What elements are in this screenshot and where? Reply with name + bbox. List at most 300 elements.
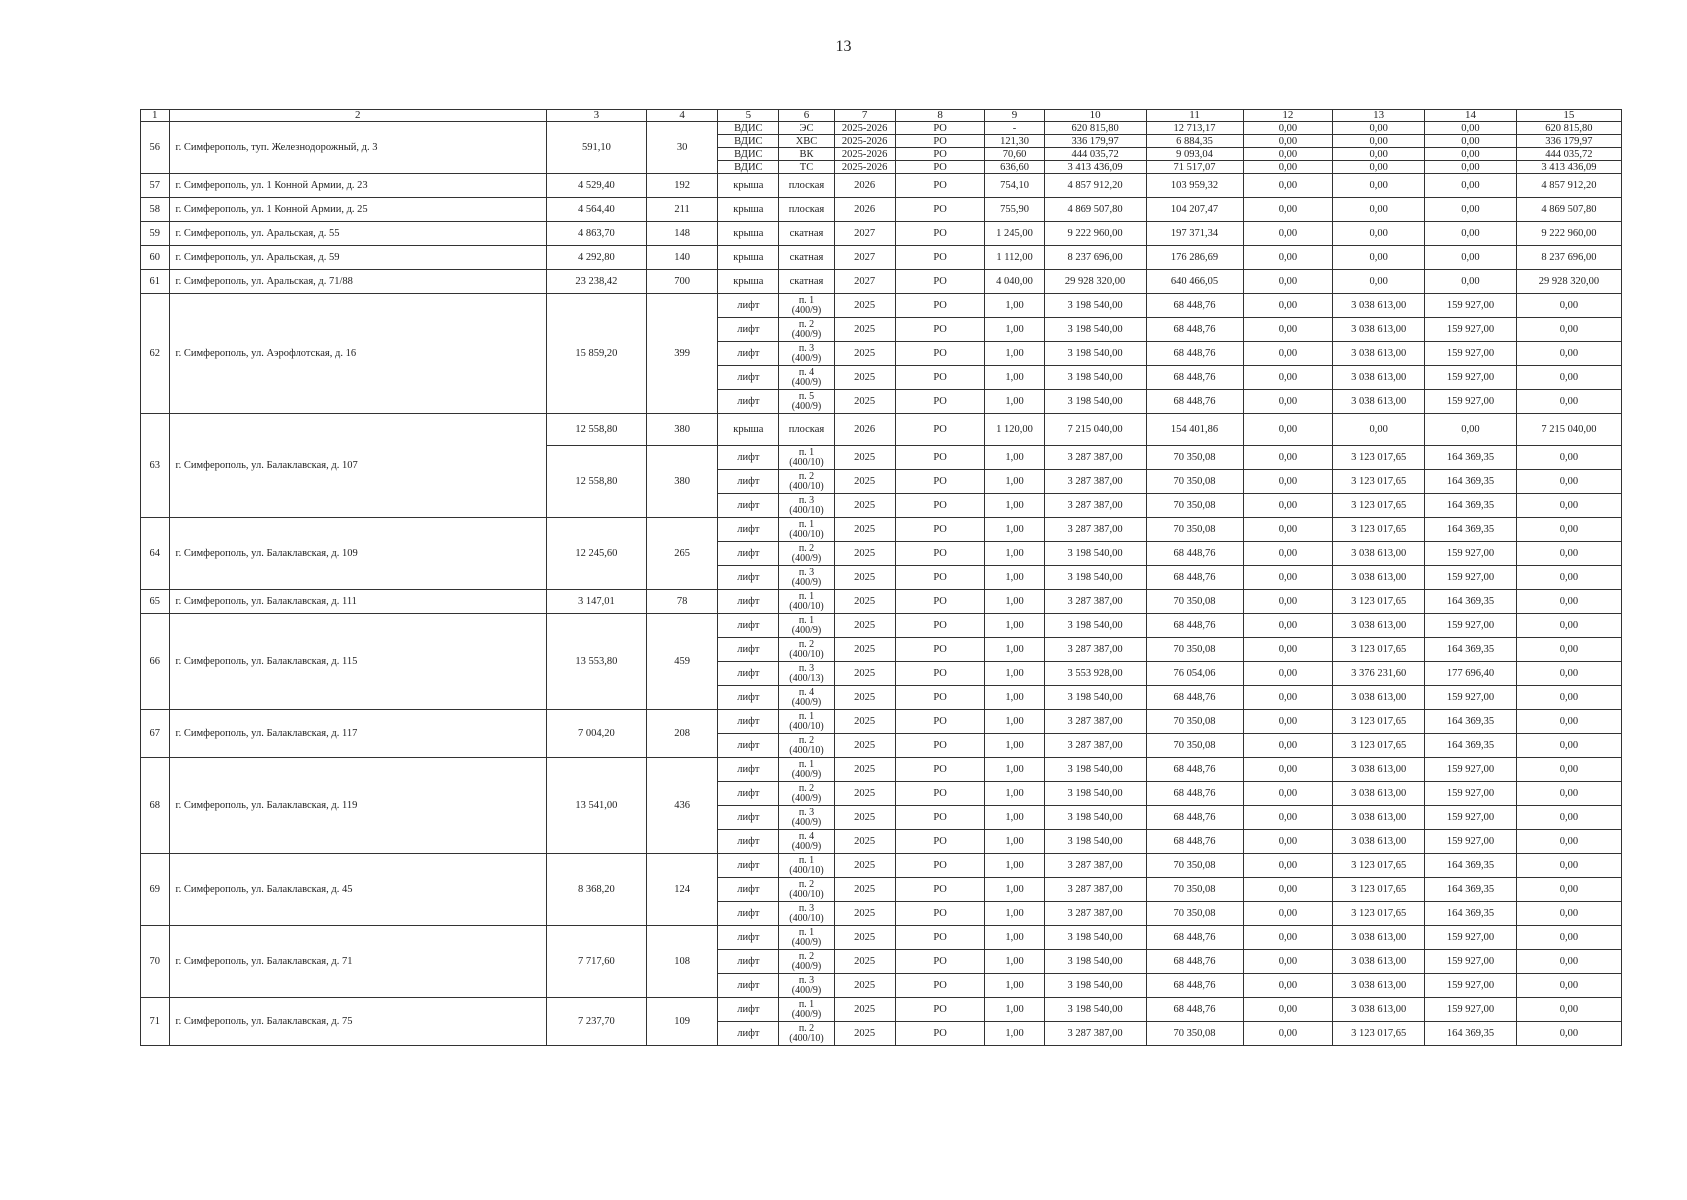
specific-cost-cell: 70 350,08: [1146, 470, 1243, 494]
fund-a-cell: 0,00: [1243, 878, 1333, 902]
fund-d-cell: 0,00: [1516, 1022, 1621, 1046]
element-cell: [779, 926, 834, 950]
residents-cell: 700: [646, 270, 717, 294]
work-type-cell: лифт: [718, 878, 779, 902]
entrance-label: п. 1: [798, 926, 815, 938]
residents-cell: 192: [646, 174, 717, 198]
fund-d-cell: 620 815,80: [1516, 122, 1621, 135]
fund-c-cell: 164 369,35: [1425, 494, 1517, 518]
lift-spec-label: (400/9): [791, 376, 822, 388]
address-cell: г. Симферополь, ул. Балаклавская, д. 107: [169, 414, 546, 518]
work-type-cell: лифт: [718, 1022, 779, 1046]
period-cell: 2025: [834, 854, 895, 878]
lift-spec-label: (400/13): [789, 672, 824, 684]
entrance-label: п. 1: [798, 614, 815, 626]
element-cell: ТС: [779, 161, 834, 174]
period-cell: 2025: [834, 830, 895, 854]
element-cell: [779, 686, 834, 710]
fund-c-cell: 159 927,00: [1425, 686, 1517, 710]
element-cell: [779, 806, 834, 830]
fund-d-cell: 0,00: [1516, 926, 1621, 950]
table-row: [141, 414, 1622, 446]
table-row: [141, 518, 1622, 542]
element-cell: [779, 734, 834, 758]
period-cell: 2025: [834, 318, 895, 342]
work-type-cell: лифт: [718, 518, 779, 542]
period-cell: 2025: [834, 566, 895, 590]
element-cell: [779, 566, 834, 590]
element-cell: [779, 782, 834, 806]
lift-spec-label: (400/10): [789, 504, 824, 516]
period-cell: 2025-2026: [834, 135, 895, 148]
element-cell: [779, 518, 834, 542]
col-header-10: 10: [1044, 110, 1146, 122]
work-type-cell: лифт: [718, 494, 779, 518]
table-row: [141, 174, 1622, 198]
fund-c-cell: 159 927,00: [1425, 950, 1517, 974]
fund-d-cell: 29 928 320,00: [1516, 270, 1621, 294]
record-number: 70: [141, 926, 170, 998]
residents-cell: 108: [646, 926, 717, 998]
cost-cell: 8 237 696,00: [1044, 246, 1146, 270]
fund-d-cell: 0,00: [1516, 638, 1621, 662]
work-type-cell: лифт: [718, 734, 779, 758]
fund-b-cell: 3 123 017,65: [1333, 638, 1425, 662]
fund-d-cell: 4 869 507,80: [1516, 198, 1621, 222]
volume-cell: 1,00: [985, 566, 1044, 590]
element-cell: [779, 854, 834, 878]
element-cell: скатная: [779, 222, 834, 246]
fund-a-cell: 0,00: [1243, 590, 1333, 614]
work-type-cell: крыша: [718, 246, 779, 270]
fund-d-cell: 0,00: [1516, 294, 1621, 318]
fund-b-cell: 3 376 231,60: [1333, 662, 1425, 686]
fund-d-cell: 0,00: [1516, 710, 1621, 734]
period-cell: 2026: [834, 414, 895, 446]
address-cell: г. Симферополь, ул. Балаклавская, д. 119: [169, 758, 546, 854]
residents-cell: 78: [646, 590, 717, 614]
entrance-label: п. 3: [798, 662, 815, 674]
volume-cell: 1,00: [985, 614, 1044, 638]
specific-cost-cell: 103 959,32: [1146, 174, 1243, 198]
fund-a-cell: 0,00: [1243, 686, 1333, 710]
fund-b-cell: 0,00: [1333, 148, 1425, 161]
fund-c-cell: 164 369,35: [1425, 590, 1517, 614]
period-cell: 2025: [834, 614, 895, 638]
lift-spec-label: (400/9): [791, 792, 822, 804]
fund-a-cell: 0,00: [1243, 494, 1333, 518]
cost-cell: 3 198 540,00: [1044, 342, 1146, 366]
customer-cell: РО: [895, 342, 985, 366]
period-cell: 2025: [834, 542, 895, 566]
lift-spec-label: (400/9): [791, 352, 822, 364]
customer-cell: РО: [895, 414, 985, 446]
record-number: 63: [141, 414, 170, 518]
customer-cell: РО: [895, 566, 985, 590]
fund-a-cell: 0,00: [1243, 366, 1333, 390]
entrance-label: п. 2: [798, 318, 815, 330]
fund-b-cell: 3 038 613,00: [1333, 758, 1425, 782]
cost-cell: 3 287 387,00: [1044, 710, 1146, 734]
customer-cell: РО: [895, 270, 985, 294]
address-cell: г. Симферополь, ул. Балаклавская, д. 109: [169, 518, 546, 590]
specific-cost-cell: 70 350,08: [1146, 590, 1243, 614]
fund-a-cell: 0,00: [1243, 294, 1333, 318]
fund-a-cell: 0,00: [1243, 518, 1333, 542]
fund-a-cell: 0,00: [1243, 342, 1333, 366]
specific-cost-cell: 70 350,08: [1146, 878, 1243, 902]
fund-c-cell: 159 927,00: [1425, 318, 1517, 342]
table-row: [141, 198, 1622, 222]
entrance-label: п. 1: [798, 518, 815, 530]
total-area-cell: 7 237,70: [546, 998, 646, 1046]
column-number-header-row: [141, 110, 1622, 122]
customer-cell: РО: [895, 758, 985, 782]
fund-c-cell: 164 369,35: [1425, 734, 1517, 758]
page-number: 13: [835, 38, 852, 55]
record-number: 64: [141, 518, 170, 590]
cost-cell: 3 287 387,00: [1044, 902, 1146, 926]
fund-a-cell: 0,00: [1243, 161, 1333, 174]
total-area-cell: 8 368,20: [546, 854, 646, 926]
volume-cell: 1,00: [985, 806, 1044, 830]
customer-cell: РО: [895, 974, 985, 998]
fund-d-cell: 444 035,72: [1516, 148, 1621, 161]
cost-cell: 4 857 912,20: [1044, 174, 1146, 198]
total-area-cell: 23 238,42: [546, 270, 646, 294]
specific-cost-cell: 154 401,86: [1146, 414, 1243, 446]
record-number: 67: [141, 710, 170, 758]
fund-a-cell: 0,00: [1243, 638, 1333, 662]
cost-cell: 3 198 540,00: [1044, 950, 1146, 974]
customer-cell: РО: [895, 926, 985, 950]
fund-a-cell: 0,00: [1243, 246, 1333, 270]
specific-cost-cell: 9 093,04: [1146, 148, 1243, 161]
fund-d-cell: 4 857 912,20: [1516, 174, 1621, 198]
element-cell: [779, 342, 834, 366]
fund-c-cell: 164 369,35: [1425, 902, 1517, 926]
fund-b-cell: 3 123 017,65: [1333, 734, 1425, 758]
total-area-cell: 591,10: [546, 122, 646, 174]
entrance-label: п. 2: [798, 470, 815, 482]
cost-cell: 9 222 960,00: [1044, 222, 1146, 246]
record-number: 57: [141, 174, 170, 198]
fund-d-cell: 0,00: [1516, 566, 1621, 590]
entrance-label: п. 1: [798, 446, 815, 458]
entrance-label: п. 1: [798, 710, 815, 722]
customer-cell: РО: [895, 470, 985, 494]
customer-cell: РО: [895, 662, 985, 686]
work-type-cell: лифт: [718, 854, 779, 878]
work-type-cell: лифт: [718, 950, 779, 974]
cost-cell: 3 287 387,00: [1044, 494, 1146, 518]
fund-c-cell: 159 927,00: [1425, 926, 1517, 950]
cost-cell: 3 198 540,00: [1044, 542, 1146, 566]
fund-c-cell: 0,00: [1425, 122, 1517, 135]
entrance-label: п. 3: [798, 566, 815, 578]
cost-cell: 29 928 320,00: [1044, 270, 1146, 294]
volume-cell: 1 120,00: [985, 414, 1044, 446]
specific-cost-cell: 68 448,76: [1146, 830, 1243, 854]
lift-spec-label: (400/9): [791, 816, 822, 828]
element-cell: ЭС: [779, 122, 834, 135]
period-cell: 2026: [834, 198, 895, 222]
customer-cell: РО: [895, 446, 985, 470]
specific-cost-cell: 70 350,08: [1146, 734, 1243, 758]
total-area-cell: 4 863,70: [546, 222, 646, 246]
table-row: [141, 270, 1622, 294]
fund-d-cell: 0,00: [1516, 950, 1621, 974]
fund-d-cell: 8 237 696,00: [1516, 246, 1621, 270]
specific-cost-cell: 70 350,08: [1146, 446, 1243, 470]
work-type-cell: ВДИС: [718, 161, 779, 174]
fund-d-cell: 3 413 436,09: [1516, 161, 1621, 174]
entrance-label: п. 3: [798, 494, 815, 506]
fund-c-cell: 164 369,35: [1425, 518, 1517, 542]
fund-d-cell: 0,00: [1516, 342, 1621, 366]
work-type-cell: лифт: [718, 662, 779, 686]
specific-cost-cell: 68 448,76: [1146, 390, 1243, 414]
customer-cell: РО: [895, 710, 985, 734]
work-type-cell: лифт: [718, 830, 779, 854]
cost-cell: 3 198 540,00: [1044, 830, 1146, 854]
residents-cell: 140: [646, 246, 717, 270]
fund-b-cell: 3 038 613,00: [1333, 806, 1425, 830]
cost-cell: 3 198 540,00: [1044, 686, 1146, 710]
customer-cell: РО: [895, 950, 985, 974]
fund-c-cell: 0,00: [1425, 174, 1517, 198]
volume-cell: 1,00: [985, 878, 1044, 902]
volume-cell: -: [985, 122, 1044, 135]
fund-c-cell: 159 927,00: [1425, 542, 1517, 566]
period-cell: 2025: [834, 878, 895, 902]
entrance-label: п. 1: [798, 854, 815, 866]
record-number: 71: [141, 998, 170, 1046]
lift-spec-label: (400/10): [789, 744, 824, 756]
lift-spec-label: (400/9): [791, 328, 822, 340]
period-cell: 2025: [834, 494, 895, 518]
customer-cell: РО: [895, 518, 985, 542]
work-type-cell: лифт: [718, 470, 779, 494]
work-type-cell: лифт: [718, 974, 779, 998]
lift-spec-label: (400/9): [791, 576, 822, 588]
lift-spec-label: (400/10): [789, 528, 824, 540]
cost-cell: 3 287 387,00: [1044, 734, 1146, 758]
specific-cost-cell: 640 466,05: [1146, 270, 1243, 294]
period-cell: 2025: [834, 926, 895, 950]
specific-cost-cell: 70 350,08: [1146, 518, 1243, 542]
volume-cell: 1,00: [985, 470, 1044, 494]
fund-b-cell: 3 038 613,00: [1333, 566, 1425, 590]
volume-cell: 1,00: [985, 590, 1044, 614]
volume-cell: 1,00: [985, 782, 1044, 806]
fund-b-cell: 3 038 613,00: [1333, 782, 1425, 806]
fund-a-cell: 0,00: [1243, 270, 1333, 294]
address-cell: г. Симферополь, ул. Балаклавская, д. 45: [169, 854, 546, 926]
volume-cell: 1,00: [985, 1022, 1044, 1046]
volume-cell: 1,00: [985, 638, 1044, 662]
fund-b-cell: 0,00: [1333, 122, 1425, 135]
entrance-label: п. 5: [798, 390, 815, 402]
fund-a-cell: 0,00: [1243, 1022, 1333, 1046]
fund-a-cell: 0,00: [1243, 902, 1333, 926]
fund-a-cell: 0,00: [1243, 998, 1333, 1022]
lift-spec-label: (400/10): [789, 864, 824, 876]
fund-d-cell: 0,00: [1516, 366, 1621, 390]
fund-c-cell: 164 369,35: [1425, 446, 1517, 470]
period-cell: 2025-2026: [834, 161, 895, 174]
element-cell: [779, 390, 834, 414]
work-type-cell: лифт: [718, 710, 779, 734]
entrance-label: п. 3: [798, 806, 815, 818]
fund-d-cell: 0,00: [1516, 686, 1621, 710]
record-number: 61: [141, 270, 170, 294]
total-area-cell: 7 004,20: [546, 710, 646, 758]
volume-cell: 1,00: [985, 902, 1044, 926]
fund-a-cell: 0,00: [1243, 122, 1333, 135]
cost-cell: 444 035,72: [1044, 148, 1146, 161]
fund-a-cell: 0,00: [1243, 566, 1333, 590]
work-type-cell: лифт: [718, 446, 779, 470]
volume-cell: 1,00: [985, 518, 1044, 542]
fund-c-cell: 164 369,35: [1425, 638, 1517, 662]
lift-spec-label: (400/9): [791, 624, 822, 636]
fund-b-cell: 3 123 017,65: [1333, 1022, 1425, 1046]
address-cell: г. Симферополь, ул. Аэрофлотская, д. 16: [169, 294, 546, 414]
work-type-cell: крыша: [718, 198, 779, 222]
fund-b-cell: 3 123 017,65: [1333, 446, 1425, 470]
fund-d-cell: 0,00: [1516, 542, 1621, 566]
fund-d-cell: 0,00: [1516, 806, 1621, 830]
fund-a-cell: 0,00: [1243, 782, 1333, 806]
fund-c-cell: 159 927,00: [1425, 342, 1517, 366]
period-cell: 2025: [834, 974, 895, 998]
element-cell: [779, 998, 834, 1022]
fund-b-cell: 3 038 613,00: [1333, 950, 1425, 974]
lift-spec-label: (400/10): [789, 480, 824, 492]
total-area-cell: 13 553,80: [546, 614, 646, 710]
table-body: [141, 122, 1622, 1046]
fund-b-cell: 3 038 613,00: [1333, 614, 1425, 638]
fund-d-cell: 0,00: [1516, 830, 1621, 854]
work-type-cell: крыша: [718, 222, 779, 246]
specific-cost-cell: 70 350,08: [1146, 638, 1243, 662]
fund-b-cell: 3 123 017,65: [1333, 902, 1425, 926]
fund-b-cell: 3 123 017,65: [1333, 710, 1425, 734]
customer-cell: РО: [895, 246, 985, 270]
work-type-cell: ВДИС: [718, 135, 779, 148]
work-type-cell: крыша: [718, 414, 779, 446]
total-area-cell: 12 558,80: [546, 414, 646, 446]
period-cell: 2025: [834, 518, 895, 542]
cost-cell: 3 198 540,00: [1044, 294, 1146, 318]
lift-spec-label: (400/9): [791, 840, 822, 852]
address-cell: г. Симферополь, ул. Балаклавская, д. 71: [169, 926, 546, 998]
lift-spec-label: (400/10): [789, 1032, 824, 1044]
fund-d-cell: 0,00: [1516, 878, 1621, 902]
fund-a-cell: 0,00: [1243, 854, 1333, 878]
fund-d-cell: 0,00: [1516, 518, 1621, 542]
element-cell: [779, 638, 834, 662]
fund-d-cell: 7 215 040,00: [1516, 414, 1621, 446]
table-row: [141, 590, 1622, 614]
volume-cell: 121,30: [985, 135, 1044, 148]
fund-b-cell: 3 123 017,65: [1333, 518, 1425, 542]
specific-cost-cell: 70 350,08: [1146, 1022, 1243, 1046]
period-cell: 2025-2026: [834, 148, 895, 161]
specific-cost-cell: 70 350,08: [1146, 854, 1243, 878]
period-cell: 2025: [834, 686, 895, 710]
element-cell: [779, 710, 834, 734]
fund-a-cell: 0,00: [1243, 390, 1333, 414]
customer-cell: РО: [895, 294, 985, 318]
period-cell: 2025: [834, 950, 895, 974]
work-type-cell: лифт: [718, 638, 779, 662]
fund-d-cell: 0,00: [1516, 998, 1621, 1022]
period-cell: 2025: [834, 782, 895, 806]
cost-cell: 336 179,97: [1044, 135, 1146, 148]
total-area-cell: 4 564,40: [546, 198, 646, 222]
fund-a-cell: 0,00: [1243, 148, 1333, 161]
table-row: [141, 926, 1622, 950]
specific-cost-cell: 197 371,34: [1146, 222, 1243, 246]
fund-c-cell: 164 369,35: [1425, 854, 1517, 878]
cost-cell: 3 287 387,00: [1044, 1022, 1146, 1046]
customer-cell: РО: [895, 734, 985, 758]
element-cell: плоская: [779, 414, 834, 446]
customer-cell: РО: [895, 854, 985, 878]
cost-cell: 3 287 387,00: [1044, 590, 1146, 614]
entrance-label: п. 2: [798, 950, 815, 962]
fund-d-cell: 0,00: [1516, 318, 1621, 342]
period-cell: 2025: [834, 662, 895, 686]
work-type-cell: лифт: [718, 782, 779, 806]
fund-c-cell: 0,00: [1425, 414, 1517, 446]
element-cell: [779, 614, 834, 638]
address-cell: г. Симферополь, ул. Балаклавская, д. 115: [169, 614, 546, 710]
customer-cell: РО: [895, 830, 985, 854]
customer-cell: РО: [895, 542, 985, 566]
fund-b-cell: 3 123 017,65: [1333, 878, 1425, 902]
specific-cost-cell: 68 448,76: [1146, 686, 1243, 710]
specific-cost-cell: 70 350,08: [1146, 902, 1243, 926]
work-type-cell: ВДИС: [718, 148, 779, 161]
volume-cell: 1,00: [985, 758, 1044, 782]
element-cell: [779, 950, 834, 974]
fund-c-cell: 0,00: [1425, 135, 1517, 148]
customer-cell: РО: [895, 148, 985, 161]
fund-a-cell: 0,00: [1243, 542, 1333, 566]
period-cell: 2025: [834, 902, 895, 926]
work-type-cell: лифт: [718, 294, 779, 318]
fund-d-cell: 336 179,97: [1516, 135, 1621, 148]
volume-cell: 1,00: [985, 390, 1044, 414]
fund-d-cell: 0,00: [1516, 974, 1621, 998]
volume-cell: 1,00: [985, 854, 1044, 878]
total-area-cell: 12 245,60: [546, 518, 646, 590]
volume-cell: 1,00: [985, 294, 1044, 318]
col-header-13: 13: [1333, 110, 1425, 122]
fund-a-cell: 0,00: [1243, 926, 1333, 950]
work-type-cell: лифт: [718, 758, 779, 782]
customer-cell: РО: [895, 174, 985, 198]
work-type-cell: крыша: [718, 270, 779, 294]
element-cell: [779, 662, 834, 686]
fund-c-cell: 159 927,00: [1425, 830, 1517, 854]
residents-cell: 211: [646, 198, 717, 222]
specific-cost-cell: 12 713,17: [1146, 122, 1243, 135]
lift-spec-label: (400/9): [791, 696, 822, 708]
